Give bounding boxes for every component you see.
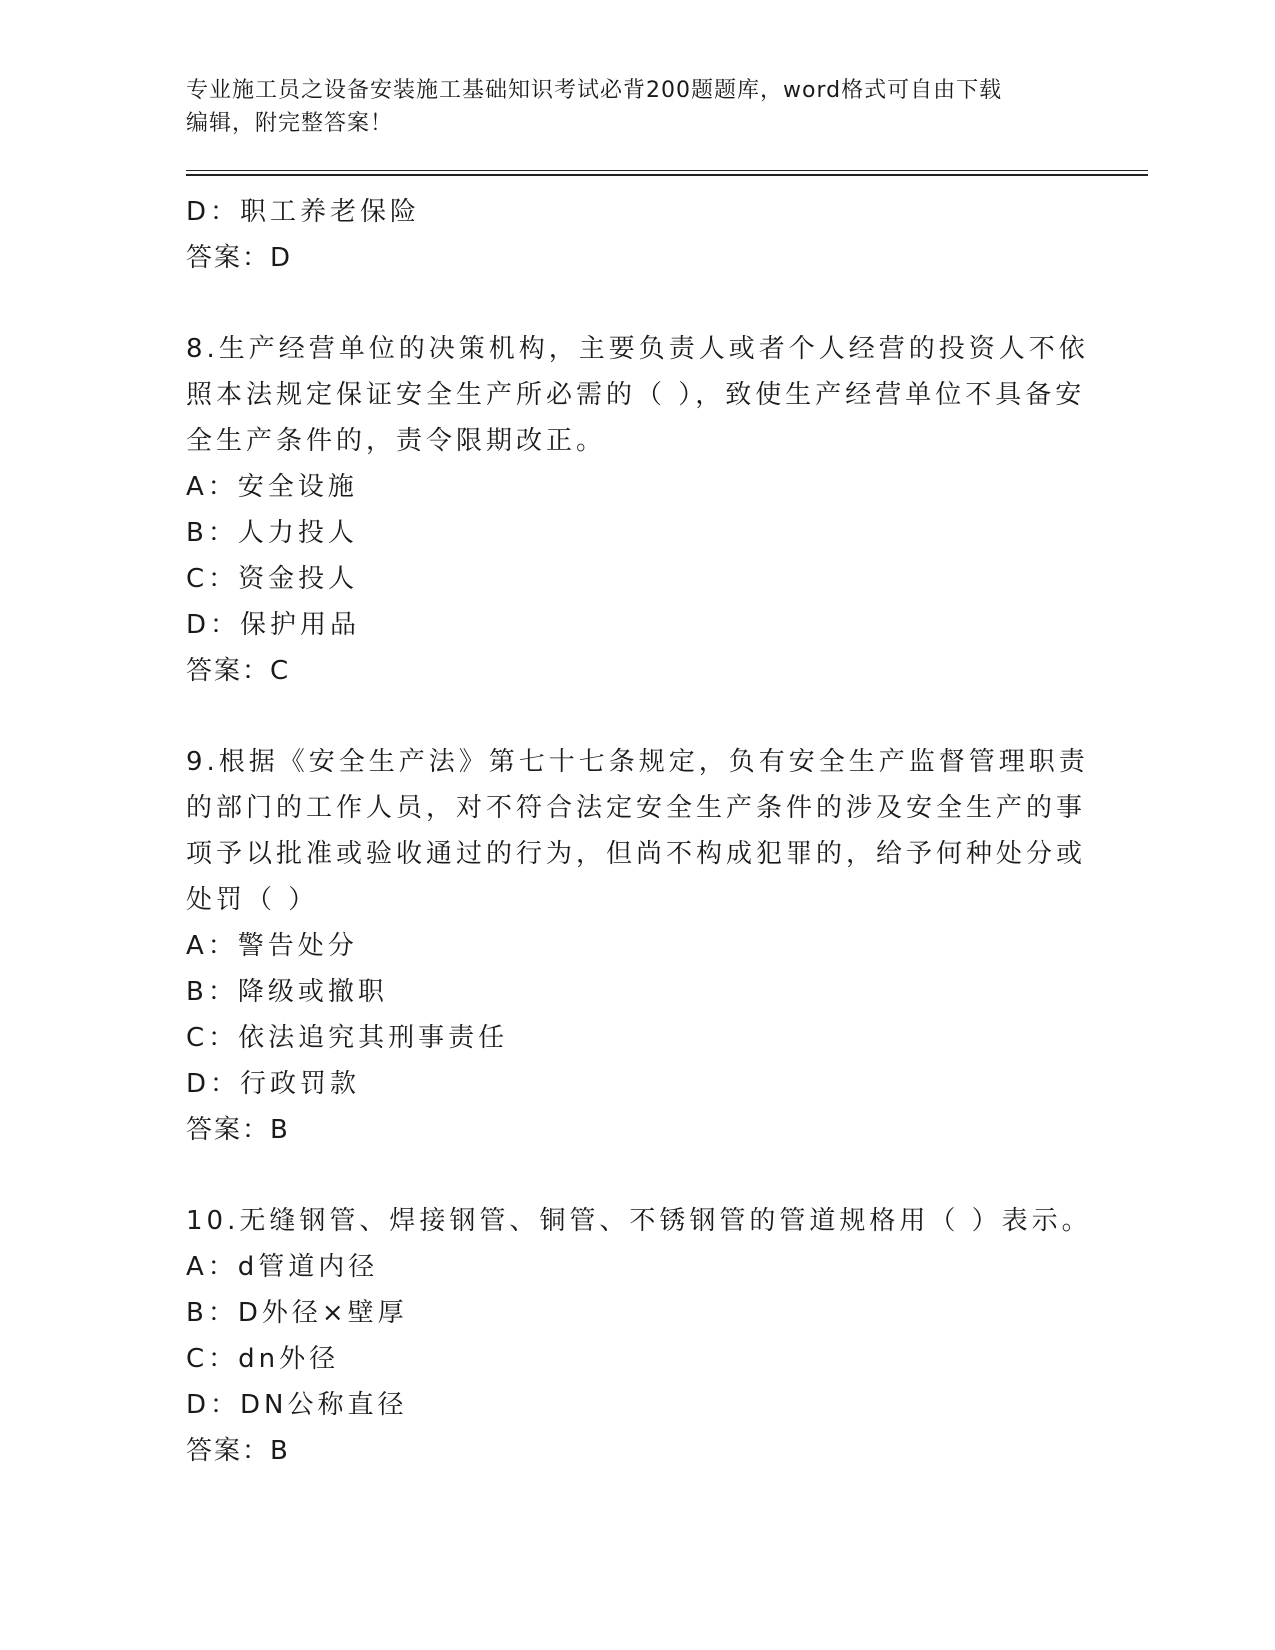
question-block: [186, 1198, 1092, 1474]
option-d: D：保护用品: [186, 610, 361, 640]
answer: 答案：C: [186, 656, 291, 686]
question-text-line: 9.根据《安全生产法》第七十七条规定，负有安全生产监督管理职责: [186, 747, 1089, 777]
option-a: A：安全设施: [186, 472, 358, 502]
question-text-line: 项予以批准或验收通过的行为，但尚不构成犯罪的，给予何种处分或: [186, 839, 1087, 869]
question-text-line: 的部门的工作人员，对不符合法定安全生产条件的涉及安全生产的事: [186, 793, 1087, 823]
answer: 答案：B: [186, 1115, 290, 1145]
question-text-line: 8.生产经营单位的决策机构，主要负责人或者个人经营的投资人不依: [186, 334, 1089, 364]
prev-option-d: D：职工养老保险: [186, 197, 421, 227]
question-text-line: 10.无缝钢管、焊接钢管、铜管、不锈钢管的管道规格用（ ）表示。: [186, 1206, 1092, 1236]
header-rule-top: [186, 170, 1148, 171]
option-c: C：依法追究其刑事责任: [186, 1023, 509, 1053]
header-title-line2: 编辑，附完整答案！: [186, 111, 394, 136]
prev-answer: 答案：D: [186, 243, 293, 273]
question-text-line: 处罚（ ）: [186, 885, 319, 915]
option-c: C：资金投人: [186, 564, 359, 594]
question-content: [186, 189, 1092, 1474]
document-header: [186, 74, 1066, 140]
option-a: A：警告处分: [186, 931, 358, 961]
option-a: A：d管道内径: [186, 1252, 379, 1282]
option-c: C：dn外径: [186, 1344, 340, 1374]
question-text-line: 照本法规定保证安全生产所必需的（ ），致使生产经营单位不具备安: [186, 380, 1086, 410]
option-d: D：DN公称直径: [186, 1390, 408, 1420]
question-block: [186, 326, 1089, 694]
header-rule-bottom: [186, 174, 1148, 176]
option-b: B：D外径×壁厚: [186, 1298, 408, 1328]
answer: 答案：B: [186, 1436, 290, 1466]
option-b: B：人力投人: [186, 518, 358, 548]
question-text-line: 全生产条件的，责令限期改正。: [186, 426, 607, 456]
option-d: D：行政罚款: [186, 1069, 361, 1099]
header-title-line1: 专业施工员之设备安装施工基础知识考试必背200题题库，word格式可自由下载: [186, 78, 1003, 103]
option-b: B：降级或撤职: [186, 977, 388, 1007]
question-block: [186, 739, 1089, 1153]
